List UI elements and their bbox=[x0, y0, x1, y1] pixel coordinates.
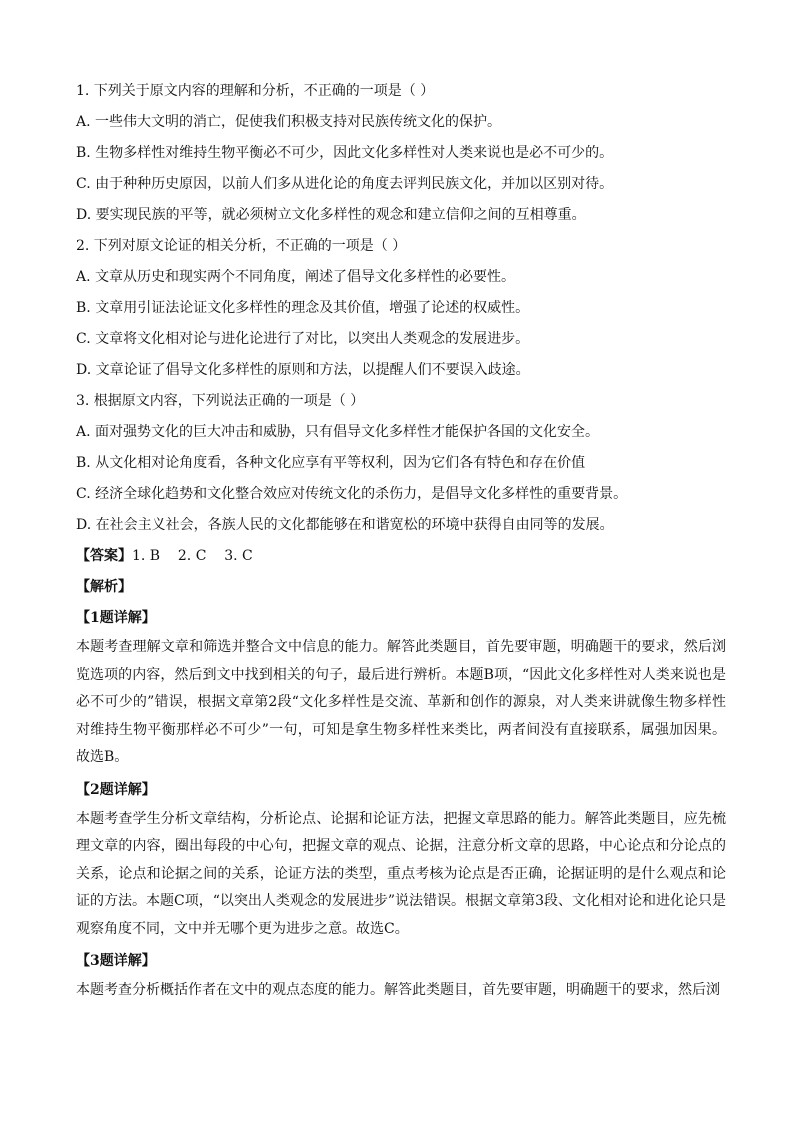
detail-3-heading: 【3题详解】 bbox=[76, 953, 156, 969]
detail-1-heading: 【1题详解】 bbox=[76, 610, 156, 626]
detail-1-text: 本题考查理解文章和筛选并整合文中信息的能力。解答此类题目，首先要审题，明确题干的要求，然后浏览选项的内容，然后到文中找到相关的句子，最后进行辨析。本题B项，“因此文化多样性对人类来说也是必不可少的”错误，根据文章第2段“文化多样性是交流、革新和创作的源泉，对人类来讲就像生物多样性对维持生物平衡那样必不可少”一句，可知是拿生物多样性来类比，两者间没有直接联系，属强加因果。故选B。 bbox=[76, 639, 726, 765]
answer-label: 【答案】 bbox=[76, 548, 132, 564]
detail-2-heading: 【2题详解】 bbox=[76, 781, 156, 798]
option-d: D. 要实现民族的平等，就必须树立文化多样性的观念和建立信仰之间的互相尊重。 bbox=[76, 207, 586, 223]
option-b: B. 从文化相对论角度看，各种文化应享有平等权利，因为它们各有特色和存在价值 bbox=[76, 455, 586, 471]
option-c: C. 经济全球化趋势和文化整合效应对传统文化的杀伤力，是倡导文化多样性的重要背景。 bbox=[76, 486, 628, 502]
option-d: D. 在社会主义社会，各族人民的文化都能够在和谐宽松的环境中获得自由同等的发展。 bbox=[76, 517, 614, 533]
question-stem: 2. 下列对原文论证的相关分析，不正确的一项是（ ） bbox=[76, 238, 407, 254]
answer-value: 1. B 2. C 3. C bbox=[132, 548, 253, 564]
document-page bbox=[76, 76, 726, 1008]
question-stem: 1. 下列关于原文内容的理解和分析，不正确的一项是（ ） bbox=[76, 83, 435, 99]
option-c: C. 由于种种历史原因，以前人们多从进化论的角度去评判民族文化，并加以区别对待。 bbox=[76, 176, 614, 192]
question-3 bbox=[76, 386, 726, 541]
option-a: A. 文章从历史和现实两个不同角度，阐述了倡导文化多样性的必要性。 bbox=[76, 269, 516, 285]
option-a: A. 一些伟大文明的消亡，促使我们积极支持对民族传统文化的保护。 bbox=[76, 114, 502, 130]
analysis-label: 【解析】 bbox=[76, 579, 132, 595]
question-2 bbox=[76, 231, 726, 386]
option-b: B. 文章用引证法论证文化多样性的理念及其价值，增强了论述的权威性。 bbox=[76, 300, 530, 316]
detail-3-text: 本题考查分析概括作者在文中的观点态度的能力。解答此类题目，首先要审题，明确题干的要求，然后浏 bbox=[76, 982, 720, 998]
option-a: A. 面对强势文化的巨大冲击和威胁，只有倡导文化多样性才能保护各国的文化安全。 bbox=[76, 424, 600, 440]
question-1 bbox=[76, 76, 726, 231]
option-c: C. 文章将文化相对论与进化论进行了对比，以突出人类观念的发展进步。 bbox=[76, 331, 530, 347]
answer-line bbox=[76, 541, 726, 572]
option-b: B. 生物多样性对维持生物平衡必不可少，因此文化多样性对人类来说也是必不可少的。 bbox=[76, 145, 614, 161]
question-stem: 3. 根据原文内容，下列说法正确的一项是（ ） bbox=[76, 393, 365, 409]
option-d: D. 文章论证了倡导文化多样性的原则和方法，以提醒人们不要误入歧途。 bbox=[76, 362, 530, 378]
detail-2-text: 本题考查学生分析文章结构，分析论点、论据和论证方法，把握文章思路的能力。解答此类题目，应先梳理文章的内容，圈出每段的中心句，把握文章的观点、论据，注意分析文章的思路，中心论点和分论点的关系，论点和论据之间的关系，论证方法的类型，重点考核为论点是否正确，论据证明的是什么观点和论证的方法。本题C项，“以突出人类观念的发展进步”说法错误。根据文章第3段、文化相对论和进化论只是观察角度不同，文中并无哪个更为进步之意。故选C。 bbox=[76, 810, 726, 937]
